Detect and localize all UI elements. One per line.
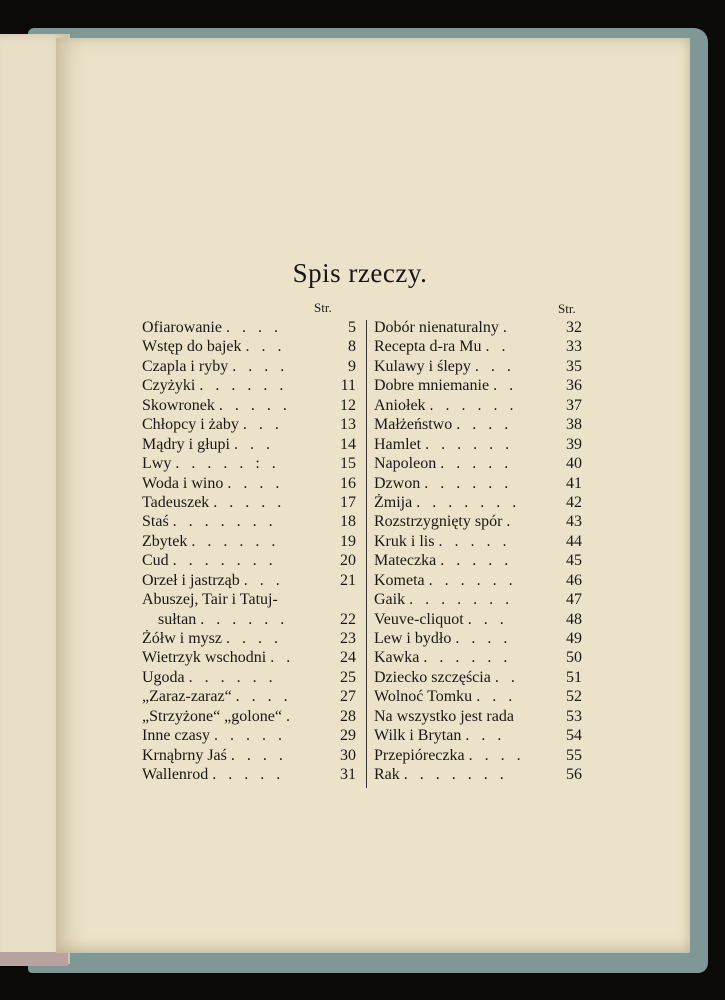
toc-entry-page: 27 — [340, 688, 356, 706]
toc-entry-page: 17 — [340, 493, 356, 511]
toc-entry-leader: . . . . — [227, 474, 284, 492]
toc-entry-title: Recepta d-ra Mu — [374, 338, 482, 356]
toc-entry — [142, 726, 356, 745]
toc-entry-title: Mądry i głupi — [142, 435, 230, 453]
toc-entry-leader: . . . . . . — [188, 668, 277, 686]
toc-entry-page: 55 — [566, 746, 582, 764]
toc-entry-title: Na wszystko jest rada — [374, 707, 514, 725]
toc-entry-page: 32 — [566, 319, 582, 336]
toc-entry-title: Cud — [142, 552, 169, 570]
toc-entry-leader: . . . . . . — [425, 435, 514, 453]
toc-entry — [374, 532, 582, 551]
toc-entry-title: Rak — [374, 766, 400, 784]
toc-entry-leader: . . . . . — [218, 396, 291, 414]
toc-entry-leader: . . . . . — [213, 727, 286, 745]
toc-entry — [142, 376, 356, 395]
toc-entry-page: 47 — [566, 591, 582, 609]
toc-entry-title: Zbytek — [142, 532, 188, 550]
toc-entry-page: 12 — [340, 396, 356, 414]
toc-entry-title: Skowronek — [142, 396, 215, 414]
toc-entry — [142, 590, 356, 609]
toc-entry-leader: . . . . — [230, 746, 287, 764]
toc-entry — [374, 687, 582, 706]
toc-entry-page: 22 — [340, 610, 356, 628]
toc-entry-title: Lew i bydło — [374, 630, 452, 647]
toc-entry — [374, 454, 582, 473]
toc-entry — [374, 474, 582, 493]
toc-entry-title: Hamlet — [374, 435, 422, 453]
toc-entry-leader: . . . . . . — [424, 474, 513, 492]
toc-entry-page: 54 — [566, 727, 582, 745]
toc-entry-title: Mateczka — [374, 552, 437, 570]
toc-entry-leader: . . . — [243, 571, 284, 589]
toc-entry-leader: . . . . . — [212, 766, 285, 784]
toc-entry-page: 20 — [340, 552, 356, 570]
toc-entry — [374, 415, 582, 434]
toc-entry — [142, 532, 356, 551]
toc-entry — [374, 571, 582, 590]
toc-entry-title: Napoleon — [374, 455, 437, 473]
toc-entry — [374, 726, 582, 745]
toc-entry — [142, 648, 356, 667]
toc-entry-title: Wietrzyk wschodni — [142, 649, 267, 667]
toc-entry-page: 16 — [340, 474, 356, 492]
toc-entry-leader: . . . . — [468, 746, 525, 764]
toc-entry-leader: . . — [485, 338, 510, 356]
toc-entry-leader: . — [506, 513, 515, 531]
toc-entry-leader: . . . . — [235, 688, 292, 706]
toc-entry-title: Kawka — [374, 649, 420, 667]
toc-entry — [142, 512, 356, 531]
toc-entry-page: 50 — [566, 649, 582, 667]
column-divider — [366, 320, 367, 788]
toc-entry-leader: . . . . . . . — [172, 552, 277, 570]
toc-entry-title: Ofiarowanie — [142, 319, 222, 336]
toc-entry-leader: . . . — [474, 357, 515, 375]
toc-entry-title: Kruk i lis — [374, 532, 435, 550]
toc-entry — [142, 357, 356, 376]
toc-entry-page: 37 — [566, 396, 582, 414]
toc-entry-page: 36 — [566, 377, 582, 395]
toc-entry-leader: . — [285, 707, 294, 725]
toc-right-column — [374, 318, 582, 785]
toc-entry-leader: . . . — [476, 688, 517, 706]
toc-entry-title: Woda i wino — [142, 474, 224, 492]
toc-entry-page: 29 — [340, 727, 356, 745]
toc-entry — [374, 435, 582, 454]
toc-entry-title: Dobre mniemanie — [374, 377, 490, 395]
toc-entry-leader: . . . . . — [213, 493, 286, 511]
toc-entry — [142, 337, 356, 356]
toc-entry — [142, 454, 356, 473]
toc-entry-title: Przepióreczka — [374, 746, 465, 764]
left-page-bottom-edge — [0, 952, 68, 966]
toc-entry-title: Inne czasy — [142, 727, 210, 745]
toc-entry-leader: . . . . . . . — [403, 766, 508, 784]
toc-entry-leader: . . . . . . — [200, 610, 289, 628]
toc-entry-title: Żmija — [374, 493, 413, 511]
toc-entry-page: 52 — [566, 688, 582, 706]
toc-entry-title: Wilk i Brytan — [374, 727, 462, 745]
toc-entry-title: Tadeuszek — [142, 493, 210, 511]
toc-entry-title: Wolnoć Tomku — [374, 688, 473, 706]
toc-entry — [374, 376, 582, 395]
toc-entry — [142, 571, 356, 590]
toc-entry-page: 5 — [348, 319, 356, 336]
toc-entry — [142, 415, 356, 434]
toc-entry-page: 8 — [348, 338, 356, 356]
toc-entry-title: Czyżyki — [142, 377, 196, 395]
toc-entry-leader: . . . . — [456, 416, 513, 434]
toc-entry-page: 28 — [340, 707, 356, 725]
toc-entry-leader: . . . — [234, 435, 274, 453]
toc-entry-page: 9 — [348, 357, 356, 375]
toc-entry-leader: . . . . . — [440, 552, 513, 570]
toc-entry-leader: . . . . — [232, 357, 289, 375]
toc-entry-page: 49 — [566, 630, 582, 647]
toc-entry-title: Aniołek — [374, 396, 426, 414]
toc-entry-page: 45 — [566, 552, 582, 570]
toc-entry-title: Chłopcy i żaby — [142, 416, 239, 434]
toc-entry-title: Małżeństwo — [374, 416, 453, 434]
left-page-column-label: Str. — [314, 300, 332, 315]
toc-entry — [374, 668, 582, 687]
toc-entry-leader: . . . . — [455, 630, 512, 647]
toc-entry-title: Czapla i ryby — [142, 357, 229, 375]
toc-entry-leader: . . . . . . — [428, 571, 517, 589]
toc-entry — [374, 765, 582, 784]
toc-entry-title: Dzwon — [374, 474, 421, 492]
toc-entry — [374, 551, 582, 570]
toc-entry — [374, 396, 582, 415]
toc-entry — [374, 357, 582, 376]
toc-entry-page: 19 — [340, 532, 356, 550]
toc-entry-leader: . . — [270, 649, 295, 667]
toc-entry-leader: . . — [494, 668, 519, 686]
toc-entry — [142, 318, 356, 337]
toc-entry-page: 18 — [340, 513, 356, 531]
toc-entry-page: 35 — [566, 357, 582, 375]
toc-entry-page: 51 — [566, 668, 582, 686]
toc-entry — [142, 435, 356, 454]
toc-entry — [374, 648, 582, 667]
toc-entry-leader: . . . . . . . — [416, 493, 521, 511]
toc-entry-title: sułtan — [142, 610, 197, 628]
toc-entry — [142, 746, 356, 765]
toc-entry-title: Wallenrod — [142, 766, 209, 784]
toc-entry-title: Ugoda — [142, 668, 185, 686]
toc-entry-page: 44 — [566, 532, 582, 550]
toc-entry-page: 15 — [340, 455, 356, 473]
toc-entry-title: Kometa — [374, 571, 425, 589]
toc-entry — [374, 707, 582, 726]
toc-entry-page: 24 — [340, 649, 356, 667]
toc-entry-leader: . . . . — [225, 319, 282, 336]
toc-entry — [142, 687, 356, 706]
toc-entry — [374, 629, 582, 648]
toc-entry-page: 11 — [340, 377, 356, 395]
toc-entry-leader: . . . . . : . — [175, 455, 280, 473]
toc-entry-page: 42 — [566, 493, 582, 511]
toc-entry-title: „Zaraz-zaraz“ — [142, 688, 232, 706]
toc-entry-title: Kulawy i ślepy — [374, 357, 471, 375]
toc-entry — [142, 493, 356, 512]
toc-entry-page: 38 — [566, 416, 582, 434]
toc-entry — [142, 629, 356, 648]
toc-entry — [374, 337, 582, 356]
toc-entry-page: 33 — [566, 338, 582, 356]
toc-entry-page: 48 — [566, 610, 582, 628]
toc-entry-title: Krnąbrny Jaś — [142, 746, 227, 764]
toc-entry-page: 23 — [340, 630, 356, 647]
toc-entry-leader: . . . . . — [440, 455, 513, 473]
toc-entry-title: „Strzyżone“ „golone“ — [142, 707, 282, 725]
toc-entry-title: Veuve-cliquot — [374, 610, 464, 628]
toc-entry — [374, 318, 582, 337]
toc-entry-title: Wstęp do bajek — [142, 338, 242, 356]
toc-entry — [142, 474, 356, 493]
toc-entry — [142, 610, 356, 629]
toc-entry-leader: . . . . . — [438, 532, 511, 550]
toc-entry-leader: . . . — [467, 610, 508, 628]
toc-entry — [374, 610, 582, 629]
toc-entry-leader: . — [502, 319, 511, 336]
toc-entry-page: 53 — [566, 707, 582, 725]
toc-entry — [142, 396, 356, 415]
toc-entry-leader: . . . — [245, 338, 286, 356]
toc-entry-leader: . . . . . . . — [172, 513, 277, 531]
toc-entry — [142, 707, 356, 726]
toc-entry-title: Dobór nienaturalny — [374, 319, 499, 336]
toc-entry-leader: . . . . . . — [423, 649, 512, 667]
toc-entry-leader: . . . . . . — [191, 532, 280, 550]
toc-entry-page: 30 — [340, 746, 356, 764]
toc-entry — [142, 551, 356, 570]
toc-entry-title: Gaik — [374, 591, 406, 609]
toc-entry — [142, 765, 356, 784]
toc-entry-leader: . . . . . . . — [409, 591, 514, 609]
toc-entry-page: 31 — [340, 766, 356, 784]
toc-entry-page: 13 — [340, 416, 356, 434]
toc-entry-title: Abuszej, Tair i Tatuj- — [142, 591, 278, 609]
toc-left-column — [142, 318, 356, 785]
toc-entry-title: Dziecko szczęścia — [374, 668, 491, 686]
toc-entry-page: 25 — [340, 668, 356, 686]
toc-entry-leader: . . . . — [226, 630, 282, 647]
toc-entry-page: 46 — [566, 571, 582, 589]
page-title: Spis rzeczy. — [292, 258, 428, 288]
right-page-column-label: Str. — [558, 301, 576, 316]
toc-entry-title: Lwy — [142, 455, 172, 473]
toc-entry-title: Orzeł i jastrząb — [142, 571, 240, 589]
toc-entry — [374, 590, 582, 609]
toc-entry-page: 21 — [340, 571, 356, 589]
toc-entry-leader: . . . . . . — [199, 377, 288, 395]
toc-entry-page: 14 — [340, 435, 356, 453]
toc-entry-leader: . . . — [242, 416, 283, 434]
toc-entry — [142, 668, 356, 687]
toc-entry-title: Żółw i mysz — [142, 630, 222, 647]
toc-entry-page: 56 — [566, 766, 582, 784]
toc-entry-title: Staś — [142, 513, 169, 531]
toc-entry-leader: . . . — [465, 727, 506, 745]
toc-entry — [374, 512, 582, 531]
toc-entry-leader: . . — [493, 377, 518, 395]
toc-entry-page: 43 — [566, 513, 582, 531]
toc-entry — [374, 746, 582, 765]
toc-entry-page: 40 — [566, 455, 582, 473]
toc-entry-leader: . . . . . . — [429, 396, 518, 414]
toc-entry — [374, 493, 582, 512]
toc-entry-title: Rozstrzygnięty spór — [374, 513, 503, 531]
toc-entry-page: 41 — [566, 474, 582, 492]
toc-entry-page: 39 — [566, 435, 582, 453]
